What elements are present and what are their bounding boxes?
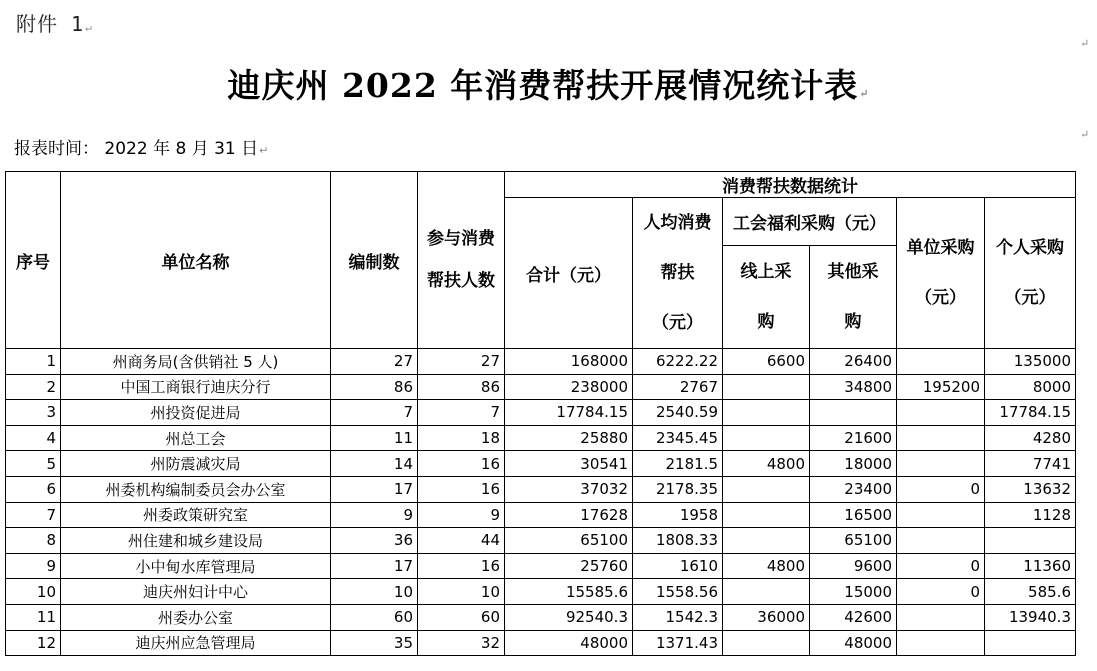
seq-cell: 11 [6, 604, 61, 630]
online-purchase-cell [723, 476, 810, 502]
unit-name-cell: 州总工会 [61, 425, 331, 451]
unit-purchase-cell: 0 [897, 579, 985, 605]
other-purchase-cell: 21600 [810, 425, 897, 451]
online-purchase-cell [723, 528, 810, 554]
per-capita-cell: 2181.5 [633, 451, 723, 477]
personal-purchase-cell [985, 528, 1076, 554]
staff-count-cell: 60 [331, 604, 418, 630]
online-purchase-cell: 6600 [723, 349, 810, 375]
other-purchase-cell: 9600 [810, 553, 897, 579]
online-purchase-cell: 4800 [723, 553, 810, 579]
online-purchase-cell [723, 502, 810, 528]
personal-purchase-cell: 8000 [985, 374, 1076, 400]
per-capita-cell: 2540.59 [633, 400, 723, 426]
unit-purchase-cell [897, 425, 985, 451]
staff-count-cell: 36 [331, 528, 418, 554]
total-cell: 37032 [505, 476, 633, 502]
seq-cell: 7 [6, 502, 61, 528]
staff-count-cell: 27 [331, 349, 418, 375]
table-row [6, 349, 1076, 375]
unit-name-cell: 州投资促进局 [61, 400, 331, 426]
total-cell: 238000 [505, 374, 633, 400]
header-per-capita: 人均消费帮扶（元） [633, 198, 723, 349]
staff-count-cell: 9 [331, 502, 418, 528]
staff-count-cell: 86 [331, 374, 418, 400]
participants-cell: 16 [418, 553, 505, 579]
unit-purchase-cell [897, 349, 985, 375]
other-purchase-cell: 15000 [810, 579, 897, 605]
header-other-purchase: 其他采购 [810, 246, 897, 349]
table-row [6, 579, 1076, 605]
unit-purchase-cell: 0 [897, 553, 985, 579]
per-capita-cell: 2178.35 [633, 476, 723, 502]
table-row [6, 451, 1076, 477]
table-row [6, 476, 1076, 502]
participants-cell: 9 [418, 502, 505, 528]
participants-cell: 60 [418, 604, 505, 630]
seq-cell: 12 [6, 630, 61, 656]
table-row [6, 553, 1076, 579]
other-purchase-cell: 23400 [810, 476, 897, 502]
per-capita-cell: 1558.56 [633, 579, 723, 605]
unit-purchase-cell: 0 [897, 476, 985, 502]
total-cell: 25760 [505, 553, 633, 579]
personal-purchase-cell: 1128 [985, 502, 1076, 528]
total-cell: 65100 [505, 528, 633, 554]
unit-purchase-cell [897, 604, 985, 630]
other-purchase-cell: 34800 [810, 374, 897, 400]
online-purchase-cell [723, 630, 810, 656]
staff-count-cell: 35 [331, 630, 418, 656]
table-row [6, 630, 1076, 656]
per-capita-cell: 6222.22 [633, 349, 723, 375]
online-purchase-cell [723, 374, 810, 400]
staff-count-cell: 14 [331, 451, 418, 477]
total-cell: 92540.3 [505, 604, 633, 630]
unit-purchase-cell [897, 451, 985, 477]
other-purchase-cell: 65100 [810, 528, 897, 554]
staff-count-cell: 17 [331, 476, 418, 502]
table-row [6, 604, 1076, 630]
participants-cell: 16 [418, 476, 505, 502]
table-row [6, 502, 1076, 528]
seq-cell: 9 [6, 553, 61, 579]
per-capita-cell: 1610 [633, 553, 723, 579]
header-union-purchase: 工会福利采购（元） [723, 198, 897, 246]
participants-cell: 7 [418, 400, 505, 426]
participants-cell: 44 [418, 528, 505, 554]
personal-purchase-cell: 585.6 [985, 579, 1076, 605]
table-row [6, 400, 1076, 426]
unit-name-cell: 小中甸水库管理局 [61, 553, 331, 579]
participants-cell: 16 [418, 451, 505, 477]
per-capita-cell: 1371.43 [633, 630, 723, 656]
per-capita-cell: 2767 [633, 374, 723, 400]
personal-purchase-cell: 11360 [985, 553, 1076, 579]
per-capita-cell: 1542.3 [633, 604, 723, 630]
participants-cell: 86 [418, 374, 505, 400]
header-personal-purchase: 个人采购（元） [985, 198, 1076, 349]
header-participants: 参与消费帮扶人数 [418, 172, 505, 349]
unit-purchase-cell [897, 630, 985, 656]
participants-cell: 32 [418, 630, 505, 656]
per-capita-cell: 1958 [633, 502, 723, 528]
other-purchase-cell: 16500 [810, 502, 897, 528]
participants-cell: 10 [418, 579, 505, 605]
table-row [6, 374, 1076, 400]
header-seq: 序号 [6, 172, 61, 349]
unit-name-cell: 中国工商银行迪庆分行 [61, 374, 331, 400]
unit-name-cell: 州委政策研究室 [61, 502, 331, 528]
online-purchase-cell [723, 579, 810, 605]
personal-purchase-cell: 4280 [985, 425, 1076, 451]
participants-cell: 27 [418, 349, 505, 375]
header-total: 合计（元） [505, 198, 633, 349]
other-purchase-cell: 18000 [810, 451, 897, 477]
online-purchase-cell: 36000 [723, 604, 810, 630]
staff-count-cell: 17 [331, 553, 418, 579]
personal-purchase-cell: 13940.3 [985, 604, 1076, 630]
header-online-purchase: 线上采购 [723, 246, 810, 349]
total-cell: 15585.6 [505, 579, 633, 605]
online-purchase-cell [723, 425, 810, 451]
unit-name-cell: 迪庆州应急管理局 [61, 630, 331, 656]
seq-cell: 4 [6, 425, 61, 451]
unit-name-cell: 州商务局(含供销社 5 人) [61, 349, 331, 375]
personal-purchase-cell: 135000 [985, 349, 1076, 375]
seq-cell: 1 [6, 349, 61, 375]
page-title: 迪庆州 2022 年消费帮扶开展情况统计表↵ [227, 66, 870, 105]
total-cell: 30541 [505, 451, 633, 477]
table-row [6, 425, 1076, 451]
table-row [6, 528, 1076, 554]
total-cell: 17784.15 [505, 400, 633, 426]
other-purchase-cell: 48000 [810, 630, 897, 656]
other-purchase-cell [810, 400, 897, 426]
header-group-title: 消费帮扶数据统计 [505, 172, 1076, 198]
unit-purchase-cell: 195200 [897, 374, 985, 400]
header-unit-purchase: 单位采购（元） [897, 198, 985, 349]
other-purchase-cell: 26400 [810, 349, 897, 375]
per-capita-cell: 2345.45 [633, 425, 723, 451]
unit-purchase-cell [897, 528, 985, 554]
personal-purchase-cell: 17784.15 [985, 400, 1076, 426]
total-cell: 48000 [505, 630, 633, 656]
unit-purchase-cell [897, 502, 985, 528]
staff-count-cell: 7 [331, 400, 418, 426]
unit-purchase-cell [897, 400, 985, 426]
staff-count-cell: 11 [331, 425, 418, 451]
header-staff-count: 编制数 [331, 172, 418, 349]
attachment-label: 附件 1↵ [16, 12, 93, 36]
seq-cell: 8 [6, 528, 61, 554]
unit-name-cell: 州防震减灾局 [61, 451, 331, 477]
personal-purchase-cell: 13632 [985, 476, 1076, 502]
unit-name-cell: 州委办公室 [61, 604, 331, 630]
seq-cell: 3 [6, 400, 61, 426]
header-unit-name: 单位名称 [61, 172, 331, 349]
unit-name-cell: 州委机构编制委员会办公室 [61, 476, 331, 502]
statistics-table [5, 171, 1076, 656]
participants-cell: 18 [418, 425, 505, 451]
per-capita-cell: 1808.33 [633, 528, 723, 554]
seq-cell: 10 [6, 579, 61, 605]
seq-cell: 6 [6, 476, 61, 502]
total-cell: 25880 [505, 425, 633, 451]
total-cell: 17628 [505, 502, 633, 528]
other-purchase-cell: 42600 [810, 604, 897, 630]
staff-count-cell: 10 [331, 579, 418, 605]
seq-cell: 5 [6, 451, 61, 477]
seq-cell: 2 [6, 374, 61, 400]
unit-name-cell: 州住建和城乡建设局 [61, 528, 331, 554]
online-purchase-cell [723, 400, 810, 426]
online-purchase-cell: 4800 [723, 451, 810, 477]
total-cell: 168000 [505, 349, 633, 375]
unit-name-cell: 迪庆州妇计中心 [61, 579, 331, 605]
paragraph-mark: ↵ [1080, 37, 1090, 50]
personal-purchase-cell [985, 630, 1076, 656]
personal-purchase-cell: 7741 [985, 451, 1076, 477]
report-date: 报表时间： 2022 年 8 月 31 日↵ [14, 139, 269, 159]
paragraph-mark: ↵ [1080, 128, 1090, 141]
